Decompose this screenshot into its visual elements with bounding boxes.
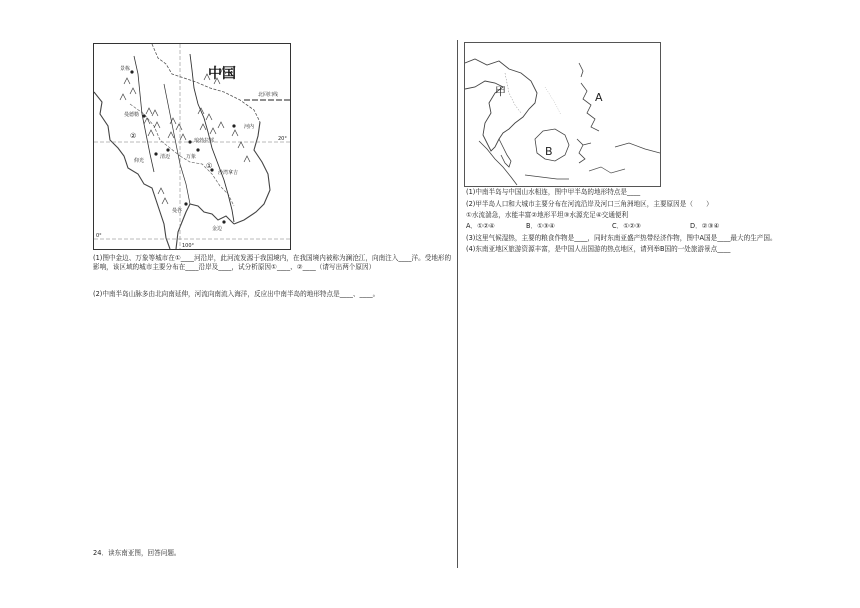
- lon-100-label: 100°: [182, 243, 195, 249]
- label-b: B: [545, 145, 553, 158]
- city-label: 曼德勒: [124, 112, 140, 118]
- label-a: A: [595, 91, 603, 104]
- city-label: 沙湾拿吉: [218, 170, 239, 176]
- right-question-4: (4)东南亚地区旅游资源丰富，是中国人出国游的热点地区，请列举B国的一处旅游景点____: [466, 245, 731, 253]
- marker-1-label: ①: [206, 162, 213, 170]
- city-label: 河内: [244, 124, 255, 130]
- column-divider: [457, 40, 458, 568]
- left-question-1: (1)图中金边、万象等城市在①____河沿岸，此河流发源于我国境内，在我国境内被称为澜沧江，向南注入____洋。受地形的影响，该区域的城市主要分布在____沿岸及____，试分析原因①____、②____（请写出两个原因）: [93, 254, 452, 272]
- tropic-label: 北回归线: [258, 92, 279, 98]
- right-question-2-options: ①水流湍急，水能丰富②地形平坦③水源充足④交通便利: [466, 211, 629, 219]
- city-label: 金边: [212, 226, 223, 232]
- city-label: 琅勃拉邦: [194, 138, 215, 144]
- right-question-3: (3)这里气候湿热，主要的粮食作物是____，同时东南亚盛产热带经济作物，图中A国是____最大的生产国。: [466, 234, 777, 242]
- right-question-2: (2)甲半岛人口和大城市主要分布在河流沿岸及河口三角洲地区，主要原因是（ ）: [466, 200, 713, 208]
- marker-2-label: ②: [130, 132, 137, 140]
- country-label: 中国: [208, 66, 236, 82]
- lat-0-label: 0°: [96, 233, 102, 239]
- choice-b: B．①③④: [526, 222, 555, 230]
- city-label: 曼谷: [172, 208, 183, 214]
- choice-d: D．②③④: [690, 222, 720, 230]
- choice-c: C．①②③: [612, 222, 641, 230]
- question-24: 24．读东南亚图，回答问题。: [93, 549, 181, 557]
- right-question-1: (1)中南半岛与中国山水相连，图中甲半岛的地形特点是____: [466, 188, 641, 196]
- indochina-map-graphic: [94, 44, 290, 249]
- southeast-asia-map: [464, 42, 661, 187]
- southeast-asia-map-graphic: [465, 43, 660, 186]
- city-label: 景栋: [120, 66, 131, 72]
- label-jia: 甲: [495, 85, 506, 98]
- city-label: 仰光: [134, 158, 145, 164]
- city-label: 万象: [186, 154, 197, 160]
- left-question-2: (2)中南半岛山脉多由北向南延伸，河流向南流入海洋，反应出中南半岛的地形特点是____、____。: [93, 290, 380, 298]
- choice-a: A．①②④: [466, 222, 495, 230]
- lat-20-label: 20°: [278, 136, 287, 142]
- city-label: 清迈: [160, 154, 171, 160]
- indochina-map: [93, 43, 291, 250]
